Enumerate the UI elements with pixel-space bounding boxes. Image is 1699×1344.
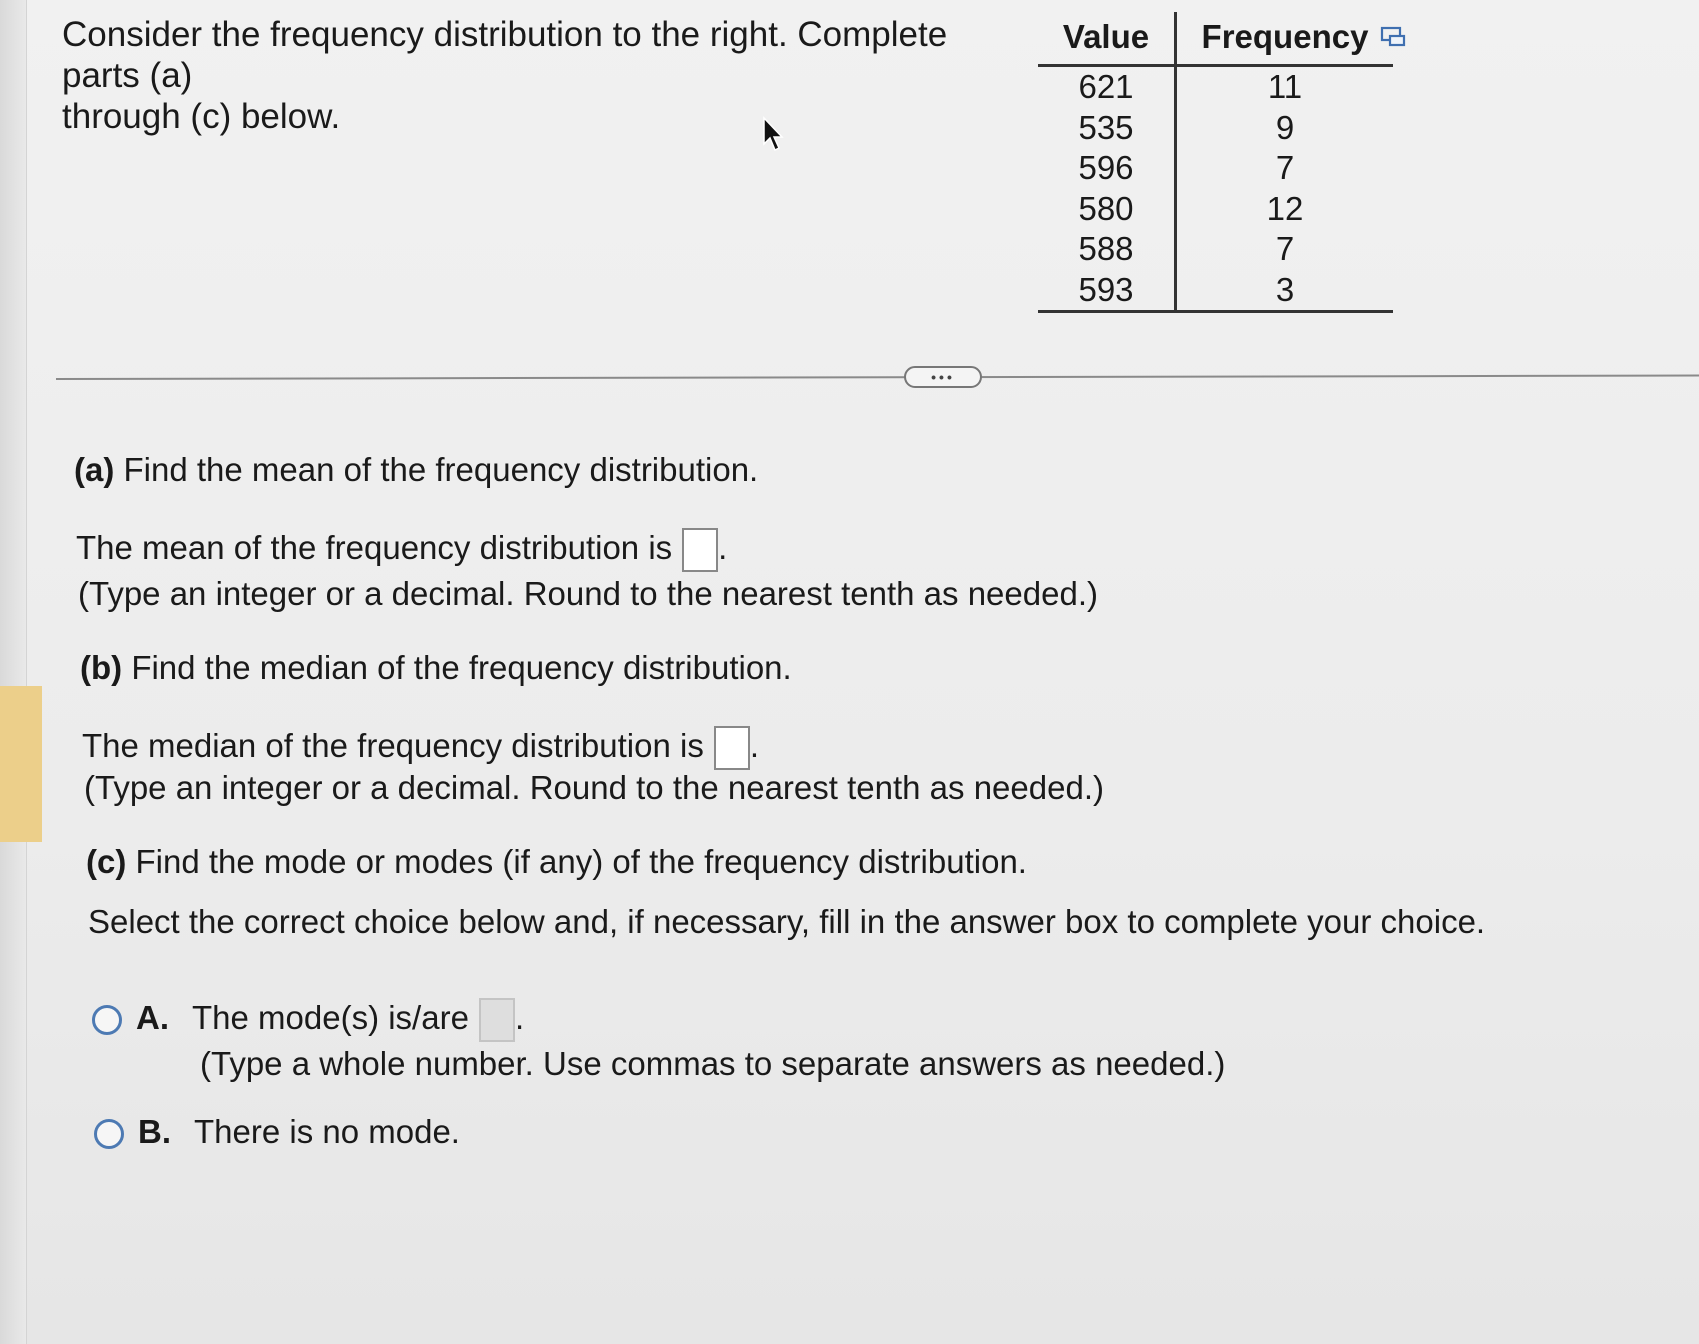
part-a-hint: (Type an integer or a decimal. Round to the nearest tenth as needed.) xyxy=(78,575,1098,612)
table-row xyxy=(1038,189,1393,230)
part-b-answer-text: The median of the frequency distribution is xyxy=(82,727,704,764)
table-row xyxy=(1038,148,1393,189)
cell-frequency: 3 xyxy=(1176,270,1394,312)
median-answer-input[interactable] xyxy=(714,726,750,770)
cell-value: 593 xyxy=(1038,270,1176,312)
part-b-answer-line xyxy=(82,726,759,770)
left-margin-strip xyxy=(0,0,27,1344)
part-b-prompt xyxy=(80,648,792,688)
frequency-table xyxy=(1038,12,1393,313)
part-a-period: . xyxy=(718,529,728,566)
cell-frequency: 11 xyxy=(1267,68,1303,106)
choice-a[interactable] xyxy=(92,998,524,1042)
choice-a-period: . xyxy=(514,999,525,1036)
cell-value: 621 xyxy=(1038,66,1176,108)
part-b-period: . xyxy=(749,727,760,764)
table-header-row xyxy=(1038,12,1393,66)
cell-frequency: 12 xyxy=(1266,189,1304,227)
part-a-answer-text: The mean of the frequency distribution is xyxy=(76,529,673,566)
part-a-label: (a) xyxy=(74,451,115,488)
section-divider xyxy=(56,375,1699,380)
cell-frequency: 7 xyxy=(1275,230,1295,268)
question-highlight-tab xyxy=(0,686,42,842)
cell-value: 535 xyxy=(1038,108,1176,149)
part-a-prompt xyxy=(74,450,758,490)
part-a-prompt-text: Find the mean of the frequency distribution. xyxy=(123,451,759,488)
part-c-prompt xyxy=(86,842,1027,882)
table-row xyxy=(1038,229,1393,270)
choice-a-text: The mode(s) is/are xyxy=(192,999,469,1036)
part-c-label: (c) xyxy=(86,843,127,880)
part-b-prompt-text: Find the median of the frequency distribution. xyxy=(131,649,792,686)
part-c-instruction: Select the correct choice below and, if necessary, fill in the answer box to complete your choice. xyxy=(88,903,1486,940)
part-b-label: (b) xyxy=(80,649,123,686)
part-b-hint: (Type an integer or a decimal. Round to the nearest tenth as needed.) xyxy=(84,769,1104,806)
expand-more-button[interactable]: ••• xyxy=(904,366,982,388)
mouse-pointer-icon xyxy=(762,116,786,154)
choice-a-letter: A. xyxy=(136,999,169,1036)
cell-value: 596 xyxy=(1038,148,1176,189)
mode-answer-input[interactable] xyxy=(479,998,515,1042)
intro-line-1: Consider the frequency distribution to the right. Complete parts (a) xyxy=(62,15,948,95)
cell-frequency: 9 xyxy=(1275,108,1295,146)
cell-value: 588 xyxy=(1038,229,1176,270)
mean-answer-input[interactable] xyxy=(682,528,718,572)
choice-b[interactable] xyxy=(94,1112,460,1152)
table-row xyxy=(1038,66,1393,108)
cell-frequency: 7 xyxy=(1275,149,1295,187)
cell-value: 580 xyxy=(1038,189,1176,230)
choice-a-radio[interactable] xyxy=(92,1005,122,1035)
header-frequency: Frequency xyxy=(1176,12,1394,66)
copy-table-icon[interactable] xyxy=(1380,26,1406,48)
part-c-prompt-text: Find the mode or modes (if any) of the frequency distribution. xyxy=(135,843,1027,880)
choice-b-radio[interactable] xyxy=(94,1119,124,1149)
intro-line-2: through (c) below. xyxy=(62,97,341,136)
table-row xyxy=(1038,270,1393,312)
question-intro xyxy=(62,14,1022,137)
table-row xyxy=(1038,108,1393,149)
header-value: Value xyxy=(1038,12,1176,66)
choice-b-letter: B. xyxy=(138,1113,171,1150)
part-a-answer-line xyxy=(76,528,727,572)
choice-b-text: There is no mode. xyxy=(194,1113,460,1150)
choice-a-hint: (Type a whole number. Use commas to separate answers as needed.) xyxy=(200,1045,1226,1082)
